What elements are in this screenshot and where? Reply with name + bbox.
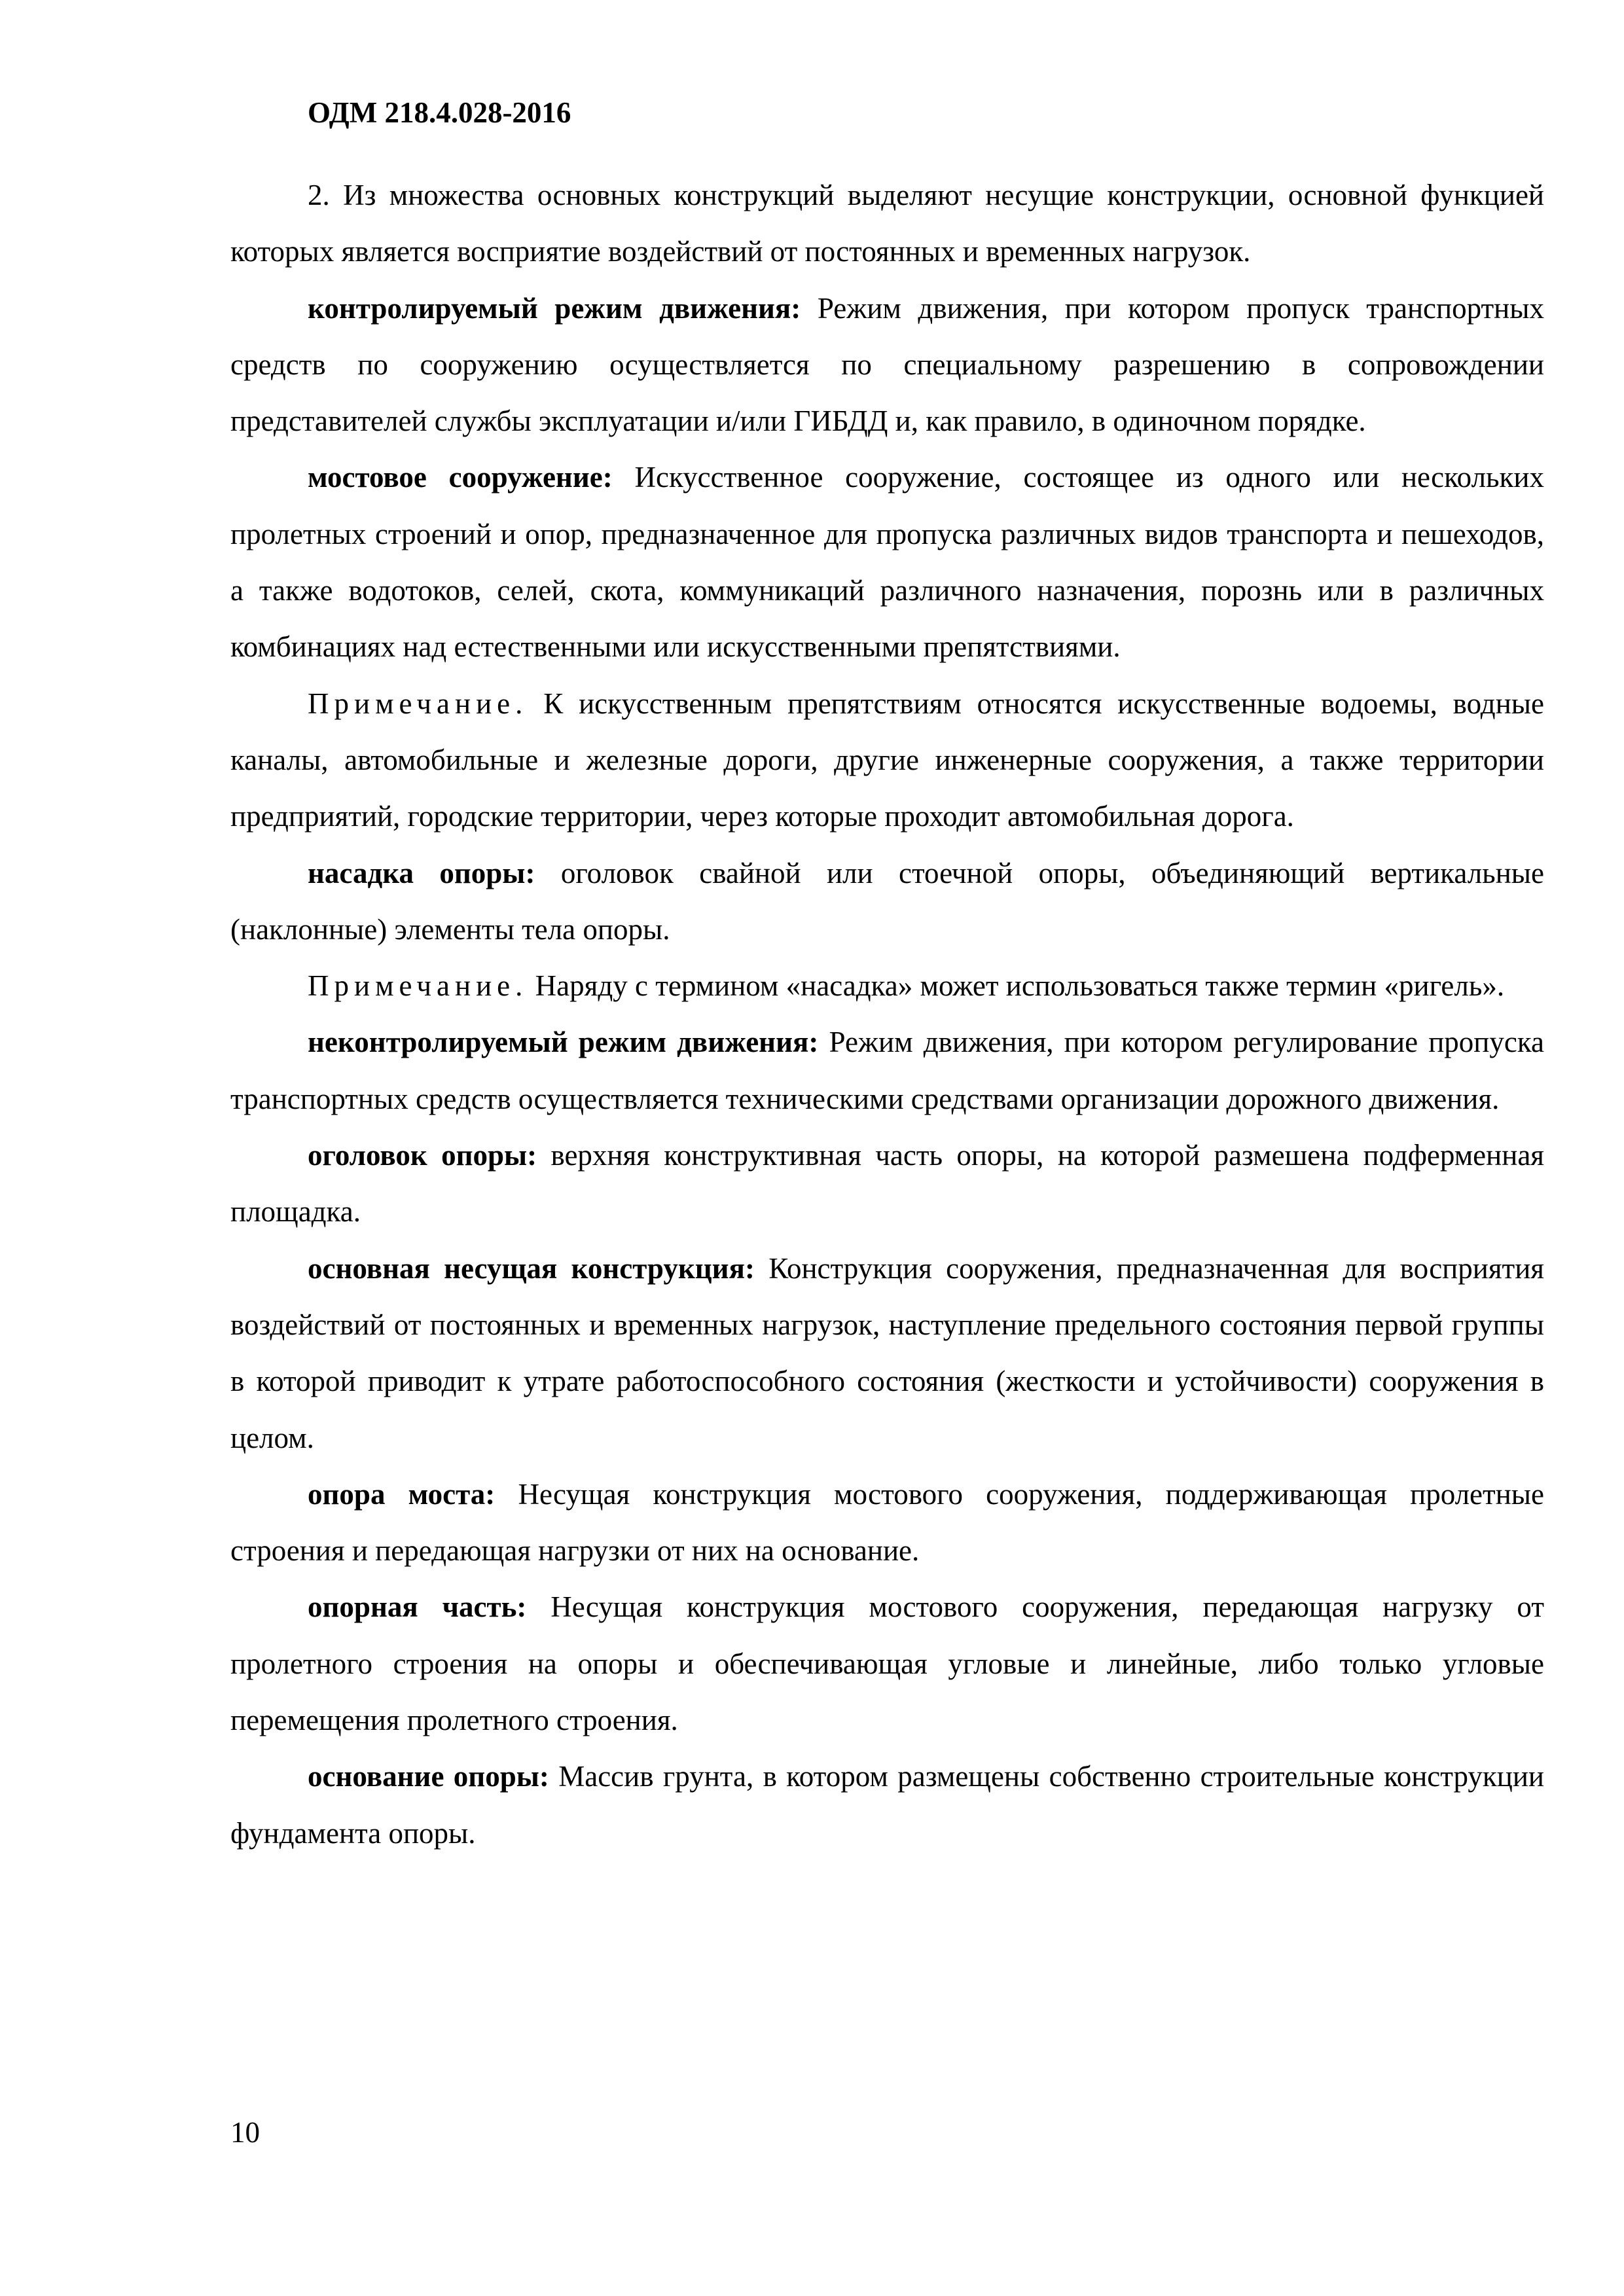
- paragraph-intro: 2. Из множества основных конструкций выделяют несущие конструкции, основной функцией которых является восприятие воздействий от постоянных и временных нагрузок.: [230, 179, 1544, 268]
- definition-text: Режим движения, при котором пропуск транспортных средств по сооружению осуществляется по специальному разрешению в сопровождении представителей службы эксплуатации и/или ГИБДД и, как правило, в одиночном порядке.: [230, 291, 1544, 438]
- page-number: 10: [230, 2116, 260, 2149]
- definition-text: Конструкция сооружения, предназначенная для восприятия воздействий от постоянных и временных нагрузок, наступление предельного состояния первой группы в которой приводит к утрате работоспособного состояния (жесткости и устойчивости) сооружения в целом.: [230, 1251, 1544, 1454]
- term-bridge-structure: мостовое сооружение:: [308, 461, 613, 494]
- document-code-header: ОДМ 218.4.028-2016: [308, 96, 571, 129]
- definition-bridge-structure: [230, 449, 1544, 675]
- note-text: Наряду с термином «насадка» может использоваться также термин «ригель».: [528, 969, 1505, 1003]
- definition-bridge-pier: [230, 1466, 1544, 1579]
- term-pier-cap: насадка опоры:: [308, 856, 535, 889]
- definition-pier-head: [230, 1127, 1544, 1240]
- term-uncontrolled-traffic-mode: неконтролируемый режим движения:: [308, 1026, 819, 1059]
- definition-controlled-traffic-mode: [230, 280, 1544, 450]
- note-label: Примечание.: [308, 969, 528, 1003]
- note-crossbeam: [230, 958, 1544, 1014]
- definition-text: Несущая конструкция мостового сооружения, передающая нагрузку от пролетного строения на опоры и обеспечивающая угловые и линейные, либо только угловые перемещения пролетного строения.: [230, 1590, 1544, 1737]
- term-pier-head: оголовок опоры:: [308, 1139, 537, 1172]
- note-artificial-obstacles: [230, 675, 1544, 845]
- note-label: Примечание.: [308, 687, 528, 720]
- definition-text: Несущая конструкция мостового сооружения, поддерживающая пролетные строения и передающая нагрузки от них на основание.: [230, 1477, 1544, 1568]
- definition-uncontrolled-traffic-mode: [230, 1014, 1544, 1127]
- definition-text: Режим движения, при котором регулирование пропуска транспортных средств осуществляется техническими средствами организации дорожного движения.: [230, 1026, 1544, 1115]
- definition-bearing: [230, 1579, 1544, 1748]
- definition-text: Искусственное сооружение, состоящее из одного или нескольких пролетных строений и опор, предназначенное для пропуска различных видов транспорта и пешеходов, а также водотоков, селей, скота, коммуникаций различного назначения, порознь или в различных комбинациях над естественными или искусственными препятствиями.: [230, 461, 1544, 664]
- document-body: [230, 167, 1544, 1861]
- definition-text: Массив грунта, в котором размещены собственно строительные конструкции фундамента опоры.: [230, 1760, 1544, 1850]
- note-text: К искусственным препятствиям относятся искусственные водоемы, водные каналы, автомобильные и железные дороги, другие инженерные сооружения, а также территории предприятий, городские территории, через которые проходит автомобильная дорога.: [230, 687, 1544, 833]
- term-bearing: опорная часть:: [308, 1590, 527, 1624]
- definition-text: оголовок свайной или стоечной опоры, объединяющий вертикальные (наклонные) элементы тела опоры.: [230, 856, 1544, 946]
- definition-pier-cap: [230, 845, 1544, 958]
- term-controlled-traffic-mode: контролируемый режим движения:: [308, 291, 801, 325]
- term-pier-foundation: основание опоры:: [308, 1760, 549, 1793]
- term-bridge-pier: опора моста:: [308, 1477, 496, 1511]
- definition-pier-foundation: [230, 1748, 1544, 1861]
- definition-main-load-bearing-structure: [230, 1240, 1544, 1466]
- definition-text: верхняя конструктивная часть опоры, на которой размешена подферменная площадка.: [230, 1139, 1544, 1229]
- term-main-load-bearing-structure: основная несущая конструкция:: [308, 1251, 755, 1285]
